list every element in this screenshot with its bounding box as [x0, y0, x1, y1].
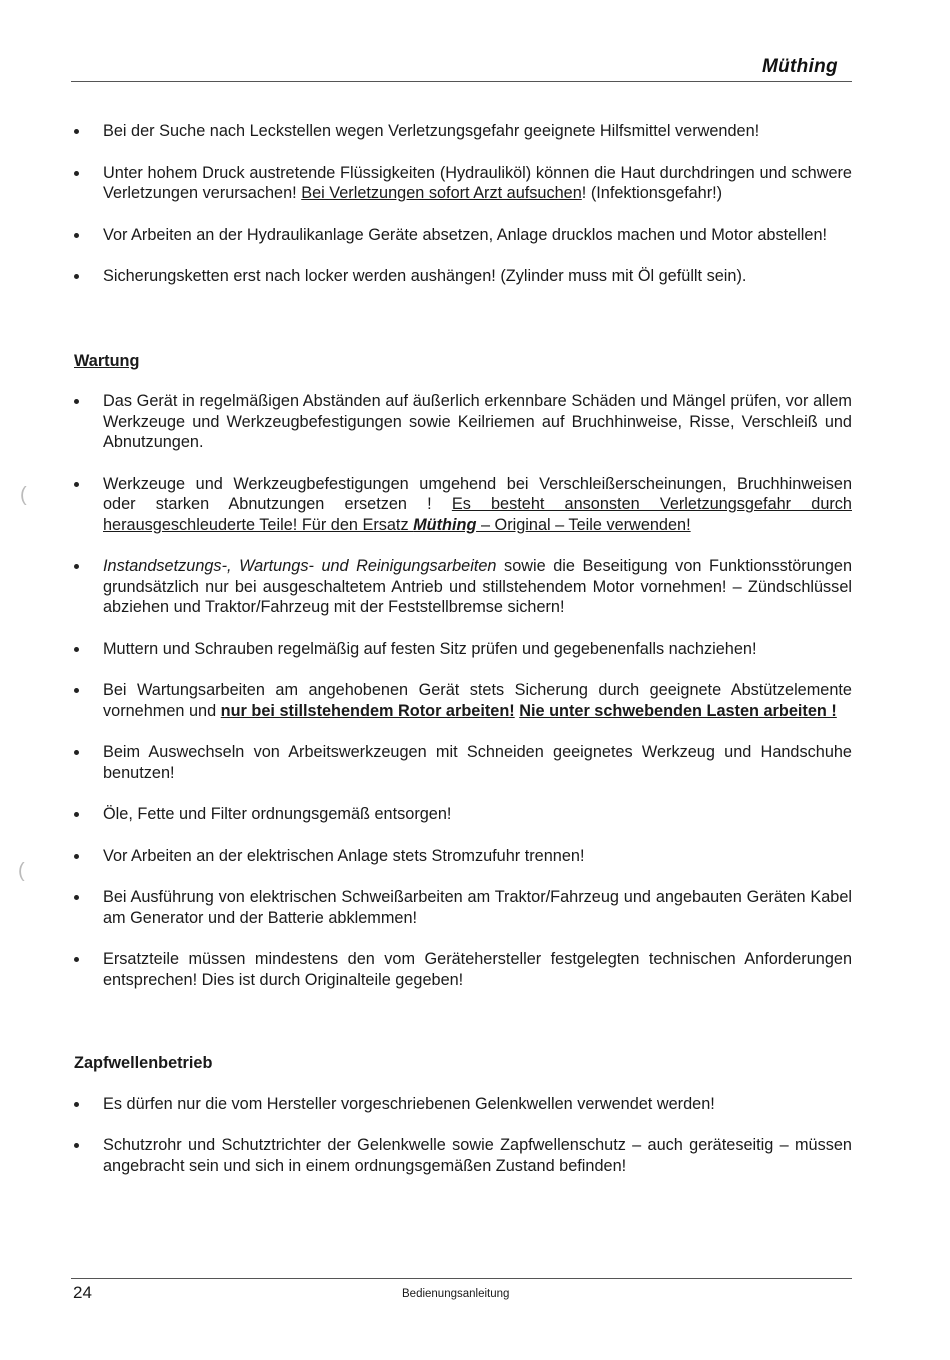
list-item: Bei Ausführung von elektrischen Schweißarbeiten am Traktor/Fahrzeug und angebauten Geräten Kabel am Generator und der Batterie abklemmen! — [74, 887, 852, 928]
list-item: Bei Wartungsarbeiten am angehobenen Gerät stets Sicherung durch geeignete Abstützelemente vornehmen und nur bei stillstehendem Rotor arbeiten! Nie unter schwebenden Lasten arbeiten ! — [74, 680, 852, 721]
list-item: Unter hohem Druck austretende Flüssigkeiten (Hydrauliköl) können die Haut durchdringen und schwere Verletzungen verursachen! Bei Verletzungen sofort Arzt aufsuchen! (Infektionsgefahr!) — [74, 163, 852, 204]
brand-logo: Müthing — [762, 56, 838, 77]
section-heading-zapfwellenbetrieb: Zapfwellenbetrieb — [74, 1054, 213, 1072]
list-item: Schutzrohr und Schutztrichter der Gelenkwelle sowie Zapfwellenschutz – auch geräteseitig – müssen angebracht sein und sich in einem ordnungsgemäßen Zustand befinden! — [74, 1135, 852, 1176]
margin-mark: ( — [18, 860, 25, 882]
list-item: Öle, Fette und Filter ordnungsgemäß entsorgen! — [74, 804, 852, 825]
page-number: 24 — [73, 1283, 92, 1302]
list-item: Bei der Suche nach Leckstellen wegen Verletzungsgefahr geeignete Hilfsmittel verwenden! — [74, 121, 852, 142]
list-item: Muttern und Schrauben regelmäßig auf festen Sitz prüfen und gegebenenfalls nachziehen! — [74, 639, 852, 660]
list-item: Vor Arbeiten an der Hydraulikanlage Geräte absetzen, Anlage drucklos machen und Motor abstellen! — [74, 225, 852, 246]
list-item: Instandsetzungs-, Wartungs- und Reinigungsarbeiten sowie die Beseitigung von Funktionsstörungen grundsätzlich nur bei ausgeschaltetem Antrieb und stillstehendem Motor vornehmen! – Zündschlüssel abziehen und Traktor/Fahrzeug mit der Feststellbremse sichern! — [74, 556, 852, 618]
list-item: Werkzeuge und Werkzeugbefestigungen umgehend bei Verschleißerscheinungen, Bruchhinweisen oder starken Abnutzungen ersetzen ! Es besteht ansonsten Verletzungsgefahr durch herausgeschleuderte Teile! Für den Ersatz Müthing – Original – Teile verwenden! — [74, 474, 852, 536]
margin-mark: ( — [20, 484, 27, 506]
list-item: Beim Auswechseln von Arbeitswerkzeugen mit Schneiden geeignetes Werkzeug und Handschuhe benutzen! — [74, 742, 852, 783]
list-item: Ersatzteile müssen mindestens den vom Gerätehersteller festgelegten technischen Anforderungen entsprechen! Dies ist durch Originalteile gegeben! — [74, 949, 852, 990]
list-item: Vor Arbeiten an der elektrischen Anlage stets Stromzufuhr trennen! — [74, 846, 852, 867]
section-heading-wartung: Wartung — [74, 351, 140, 370]
footer-rule — [71, 1278, 852, 1279]
header-rule — [71, 81, 852, 82]
footer-title: Bedienungsanleitung — [402, 1288, 510, 1300]
document-body — [74, 121, 852, 1197]
list-item: Es dürfen nur die vom Hersteller vorgeschriebenen Gelenkwellen verwendet werden! — [74, 1094, 852, 1115]
list-item: Sicherungsketten erst nach locker werden aushängen! (Zylinder muss mit Öl gefüllt sein). — [74, 266, 852, 287]
list-item: Das Gerät in regelmäßigen Abständen auf äußerlich erkennbare Schäden und Mängel prüfen, vor allem Werkzeuge und Werkzeugbefestigungen sowie Keilriemen auf Bruchhinweise, Risse, Verschleiß und Abnutzungen. — [74, 391, 852, 453]
